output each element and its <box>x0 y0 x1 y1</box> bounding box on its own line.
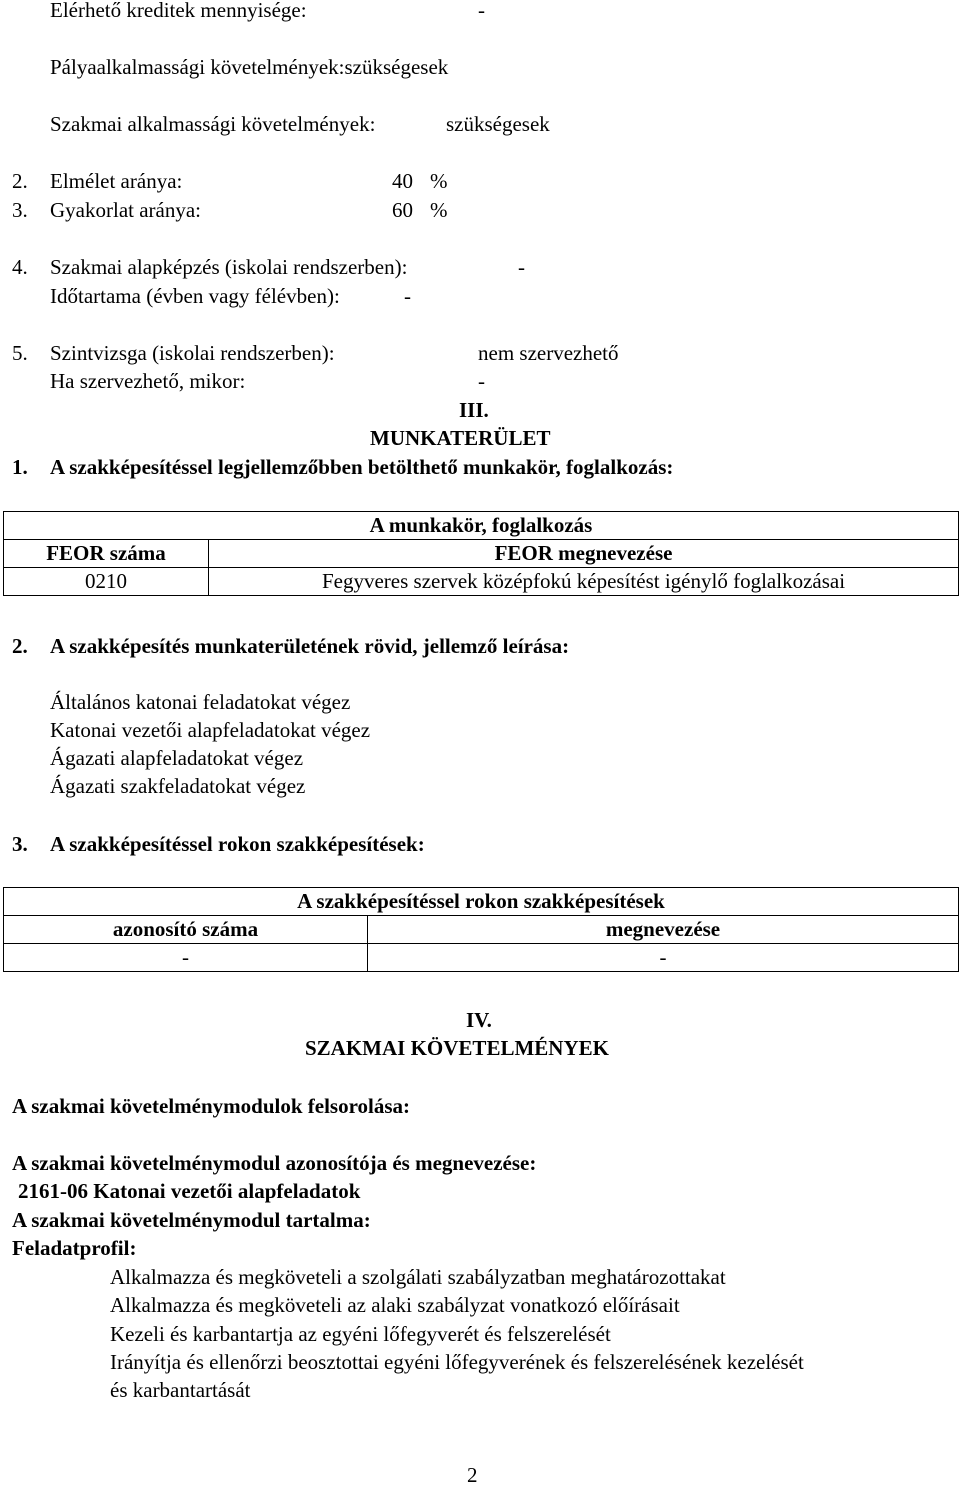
question-3-text: A szakképesítéssel rokon szakképesítések: <box>50 832 425 856</box>
duration-value: - <box>404 284 411 308</box>
module-id: 2161-06 Katonai vezetői alapfeladatok <box>18 1179 361 1203</box>
list-item: Alkalmazza és megköveteli a szolgálati szabályzatban meghatározottakat <box>110 1265 726 1289</box>
theory-value: 40 <box>392 169 413 193</box>
theory-label: Elmélet aránya: <box>50 169 183 193</box>
credits-value: - <box>478 0 485 22</box>
list-item: Katonai vezetői alapfeladatokat végez <box>50 718 371 742</box>
professional-requirements-label: Szakmai alkalmassági követelmények: <box>50 112 376 136</box>
modules-list-label: A szakmai követelménymodulok felsorolása: <box>12 1094 411 1118</box>
practice-label: Gyakorlat aránya: <box>50 198 202 222</box>
section-3-title: MUNKATERÜLET <box>370 426 551 450</box>
practice-unit: % <box>430 198 448 222</box>
list-item: Kezeli és karbantartja az egyéni lőfegyverét és felszerelését <box>110 1322 611 1346</box>
related-qualifications-table <box>3 887 959 972</box>
list-item: Ágazati alapfeladatokat végez <box>50 746 304 770</box>
list-item: Alkalmazza és megköveteli az alaki szabályzat vonatkozó előírásait <box>110 1293 680 1317</box>
level-exam-when-label: Ha szervezhető, mikor: <box>50 369 246 393</box>
related-code-cell: - <box>4 944 368 972</box>
credits-label: Elérhető kreditek mennyisége: <box>50 0 307 22</box>
basic-training-label: Szakmai alapképzés (iskolai rendszerben): <box>50 255 408 279</box>
feor-name-header: FEOR megnevezése <box>209 540 959 568</box>
theory-unit: % <box>430 169 448 193</box>
duration-label: Időtartama (évben vagy félévben): <box>50 284 340 308</box>
basic-training-value: - <box>518 255 525 279</box>
theory-number: 2. <box>12 169 28 193</box>
occupation-table-header: A munkakör, foglalkozás <box>4 512 959 540</box>
related-table-header: A szakképesítéssel rokon szakképesítések <box>4 888 959 916</box>
list-item: Általános katonai feladatokat végez <box>50 690 351 714</box>
related-name-cell: - <box>368 944 959 972</box>
question-1-number: 1. <box>12 455 28 479</box>
level-exam-when-value: - <box>478 369 485 393</box>
level-exam-number: 5. <box>12 341 28 365</box>
occupation-table <box>3 511 959 596</box>
page-number: 2 <box>467 1463 478 1487</box>
list-item: és karbantartását <box>110 1378 251 1402</box>
practice-value: 60 <box>392 198 413 222</box>
list-item: Ágazati szakfeladatokat végez <box>50 774 306 798</box>
professional-requirements-value: szükségesek <box>446 112 550 136</box>
list-item: Irányítja és ellenőrzi beosztottai egyéni lőfegyverének és felszerelésének kezelését <box>110 1350 804 1374</box>
level-exam-value: nem szervezhető <box>478 341 619 365</box>
feor-name-cell: Fegyveres szervek középfokú képesítést igénylő foglalkozásai <box>209 568 959 596</box>
question-3-number: 3. <box>12 832 28 856</box>
basic-training-number: 4. <box>12 255 28 279</box>
profile-label: Feladatprofil: <box>12 1236 137 1260</box>
level-exam-label: Szintvizsga (iskolai rendszerben): <box>50 341 335 365</box>
feor-code-header: FEOR száma <box>4 540 209 568</box>
practice-number: 3. <box>12 198 28 222</box>
feor-code-cell: 0210 <box>4 568 209 596</box>
table-row <box>4 944 959 972</box>
module-id-label: A szakmai követelménymodul azonosítója és megnevezése: <box>12 1151 537 1175</box>
question-2-text: A szakképesítés munkaterületének rövid, jellemző leírása: <box>50 634 570 658</box>
question-2-number: 2. <box>12 634 28 658</box>
module-content-label: A szakmai követelménymodul tartalma: <box>12 1208 371 1232</box>
career-requirements: Pályaalkalmassági követelmények:szükségesek <box>50 55 449 79</box>
section-4-title: SZAKMAI KÖVETELMÉNYEK <box>305 1036 609 1060</box>
section-3-roman: III. <box>459 398 489 422</box>
related-code-header: azonosító száma <box>4 916 368 944</box>
table-row <box>4 568 959 596</box>
related-name-header: megnevezése <box>368 916 959 944</box>
question-1-text: A szakképesítéssel legjellemzőbben betölthető munkakör, foglalkozás: <box>50 455 674 479</box>
section-4-roman: IV. <box>466 1008 492 1032</box>
